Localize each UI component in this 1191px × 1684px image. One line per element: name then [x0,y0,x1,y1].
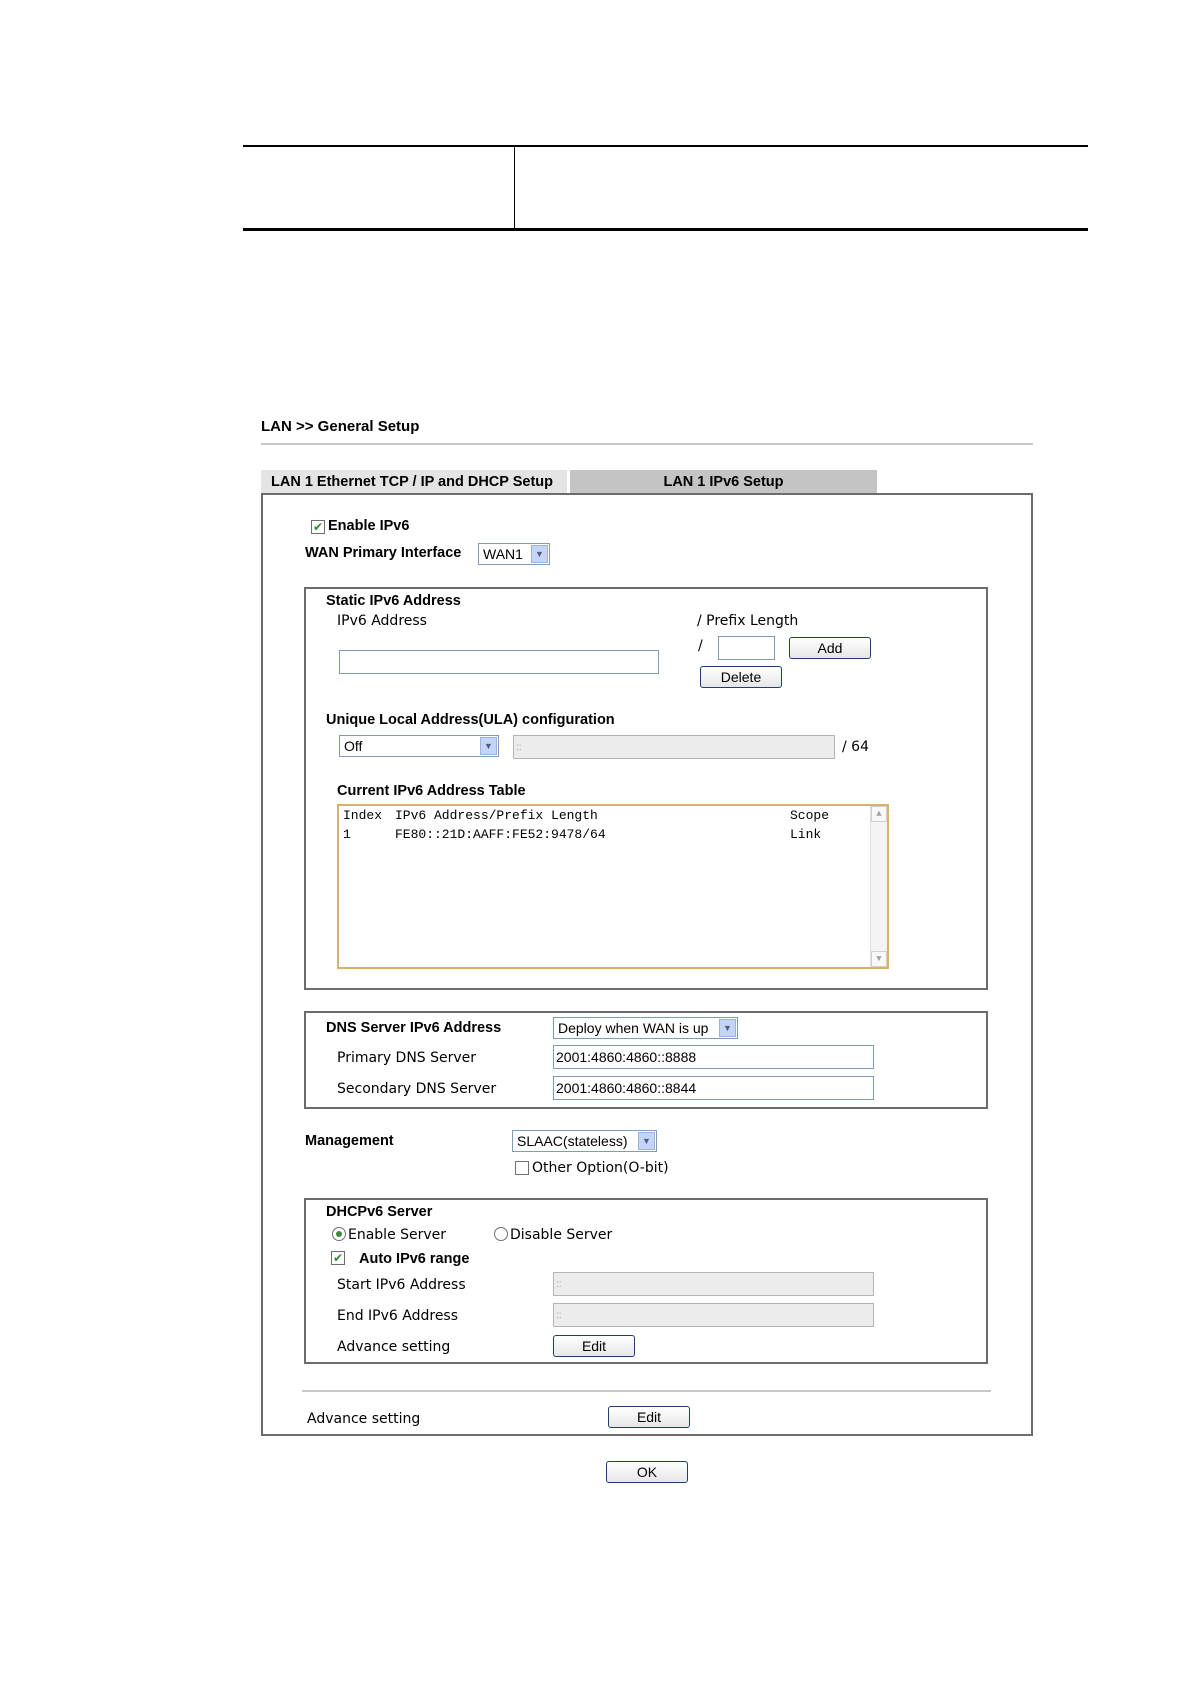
ipv6-address-label: IPv6 Address [337,613,427,629]
checkmark-icon: ✔ [332,1251,344,1265]
radio-selected-dot [336,1231,342,1237]
delete-button[interactable]: Delete [700,666,782,688]
prefix-slash: / [698,638,703,654]
ula-address-input: :: [513,735,835,759]
dhcp-advance-label: Advance setting [337,1339,451,1355]
enable-server-label: Enable Server [348,1227,447,1243]
chevron-down-icon: ▼ [638,1132,655,1150]
table-header-address: IPv6 Address/Prefix Length [395,808,598,823]
scroll-up-icon[interactable]: ▲ [871,806,887,822]
other-option-label: Other Option(O-bit) [532,1160,669,1176]
dns-mode-select[interactable] [553,1017,738,1039]
other-option-checkbox[interactable] [515,1161,529,1175]
advance-setting-label: Advance setting [307,1411,421,1427]
prefix-length-input[interactable] [718,636,775,660]
ula-prefix-suffix: / 64 [842,739,869,755]
wan-primary-label: WAN Primary Interface [305,545,462,561]
table-row-address: FE80::21D:AAFF:FE52:9478/64 [395,827,606,842]
table-header-scope: Scope [790,808,830,823]
ipv6-address-table [337,804,889,969]
enable-ipv6-label: Enable IPv6 [328,518,410,534]
management-value: SLAAC(stateless) [517,1133,628,1149]
checkmark-icon: ✔ [312,520,324,534]
static-ipv6-title: Static IPv6 Address [326,593,461,609]
start-ipv6-label: Start IPv6 Address [337,1277,466,1293]
dns-mode-value: Deploy when WAN is up [558,1020,709,1036]
add-button[interactable]: Add [789,637,871,659]
end-ipv6-label: End IPv6 Address [337,1308,459,1324]
management-select[interactable] [512,1130,657,1152]
auto-range-label: Auto IPv6 range [359,1251,470,1267]
ok-button[interactable]: OK [606,1461,688,1483]
prefix-length-label: / Prefix Length [697,613,799,629]
start-ipv6-input: :: [553,1272,874,1296]
dhcp-edit-button[interactable]: Edit [553,1335,635,1357]
auto-range-checkbox[interactable] [331,1251,345,1265]
page-title: LAN >> General Setup [261,418,420,435]
dns-title: DNS Server IPv6 Address [326,1020,502,1036]
ipv6-address-input[interactable] [339,650,659,674]
wan-primary-select[interactable] [478,543,550,565]
tab-ipv6-setup[interactable]: LAN 1 IPv6 Setup [570,470,877,493]
scroll-down-icon[interactable]: ▼ [871,951,887,967]
section-divider [302,1390,991,1392]
address-table-title: Current IPv6 Address Table [337,783,526,799]
table-header-index: Index [343,808,383,823]
wan-primary-value: WAN1 [483,546,523,562]
disable-server-label: Disable Server [510,1227,613,1243]
ula-title: Unique Local Address(ULA) configuration [326,712,615,728]
secondary-dns-input[interactable]: 2001:4860:4860::8844 [553,1076,874,1100]
management-label: Management [305,1133,394,1149]
chevron-down-icon: ▼ [719,1019,736,1037]
enable-server-radio[interactable] [332,1227,346,1241]
tab-ethernet-tcpip[interactable]: LAN 1 Ethernet TCP / IP and DHCP Setup [261,470,567,493]
primary-dns-input[interactable]: 2001:4860:4860::8888 [553,1045,874,1069]
primary-dns-label: Primary DNS Server [337,1050,477,1066]
secondary-dns-label: Secondary DNS Server [337,1081,497,1097]
disable-server-radio[interactable] [494,1227,508,1241]
title-divider [261,443,1033,445]
chevron-down-icon: ▼ [480,737,497,755]
advance-edit-button[interactable]: Edit [608,1406,690,1428]
ula-mode-select[interactable] [339,735,499,757]
table-row-index: 1 [343,827,351,842]
chevron-down-icon: ▼ [531,545,548,563]
table-scrollbar[interactable] [870,806,887,967]
end-ipv6-input: :: [553,1303,874,1327]
ula-mode-value: Off [344,738,363,754]
enable-ipv6-checkbox[interactable] [311,520,325,534]
dhcpv6-title: DHCPv6 Server [326,1204,433,1220]
table-row-scope: Link [790,827,822,842]
